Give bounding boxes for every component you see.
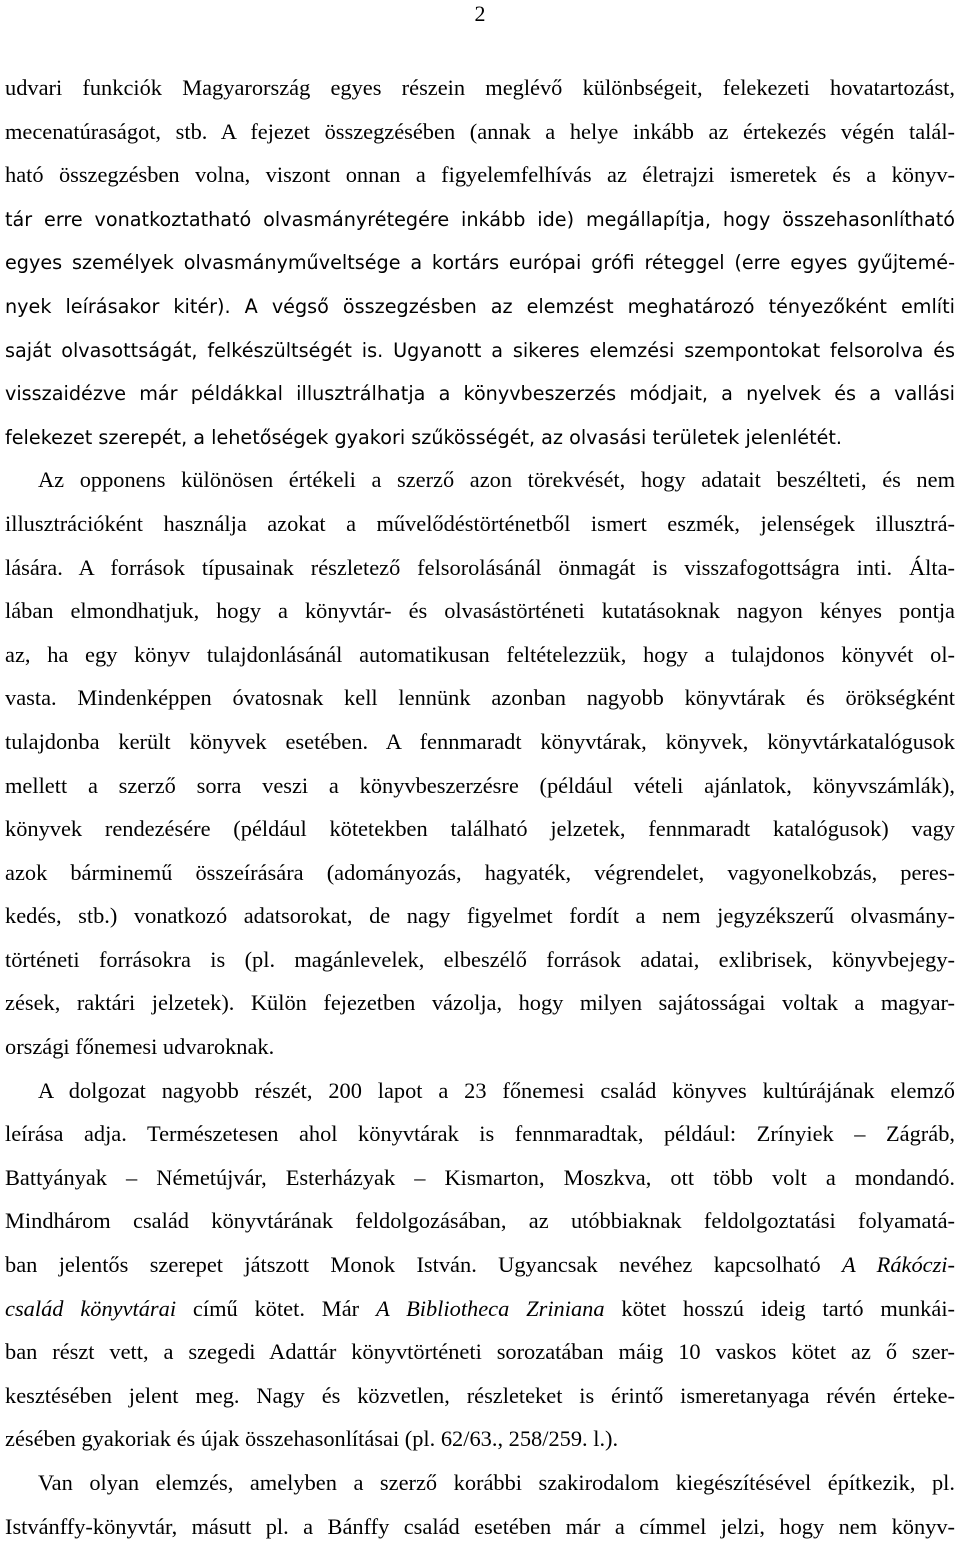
text-line: [5, 153, 955, 197]
text-segment: kedés, stb.) vonatkozó adatsorokat, de nagy figyelmet fordít a nem jegyzékszerű olvasmány-: [5, 903, 955, 929]
text-line: [5, 546, 955, 590]
text-segment: mellett a szerző sorra veszi a könyvbeszerzésre (például vételi ajánlatok, könyvszámlák),: [5, 772, 955, 798]
text-segment: azok bárminemű összeírására (adományozás, hagyaték, végrendelet, vagyonelkobzás, peres-: [5, 859, 955, 885]
text-line: [5, 1112, 955, 1156]
text-line: [5, 1287, 955, 1331]
italic-title: család könyvtárai: [5, 1295, 177, 1321]
text-segment: Battyányak – Németújvár, Esterházyak – Kismarton, Moszkva, ott több volt a mondandó.: [5, 1164, 955, 1190]
text-line: [5, 1505, 955, 1548]
italic-title: A Bibliotheca Zriniana: [375, 1295, 605, 1321]
text-segment: zések, raktári jelzetek). Külön fejezetben vázolja, hogy milyen sajátosságai voltak a magyar-: [5, 990, 955, 1016]
text-segment: vasta. Mindenképpen óvatosnak kell lennünk azonban nagyobb könyvtárak és örökségként: [5, 685, 955, 711]
text-segment: egyes személyek olvasmányműveltsége a kortárs európai grófi réteggel (erre egyes gyűjtemé-: [5, 251, 955, 275]
text-line: [5, 415, 955, 459]
text-line: [5, 110, 955, 154]
text-segment: tár erre vonatkoztatható olvasmányrétegére inkább ide) megállapítja, hogy összehasonlítható: [5, 207, 955, 231]
body-text: [5, 66, 955, 1548]
text-segment: udvari funkciók Magyarország egyes részein meglévő különbségeit, felekezeti hovatartozást,: [5, 75, 955, 100]
text-line: [5, 938, 955, 982]
text-segment: nyek leírásakor kitér). A végső összegzésben az elemzést meghatározó tényezőként említi: [5, 294, 955, 318]
text-segment: lására. A források típusainak részletező felsorolásánál önmagát is visszafogottságra inti. Álta-: [5, 554, 955, 580]
text-segment: ban részt vett, a szegedi Adattár könyvtörténeti sorozatában máig 10 vaskos kötet az ő szer-: [5, 1339, 955, 1365]
text-segment: illusztrációként használja azokat a művelődéstörténetből ismert eszmék, jelenségek illusztrá-: [5, 510, 955, 536]
text-line: [5, 1025, 955, 1069]
text-segment: lában elmondhatjuk, hogy a könyvtár- és olvasástörténeti kutatásoknak nagyon kényes pontja: [5, 598, 955, 624]
text-line: [5, 1199, 955, 1243]
text-line: [5, 1461, 955, 1505]
text-line: [5, 66, 955, 110]
text-segment: visszaidézve már példákkal illusztrálhatja a könyvbeszerzés módjait, a nyelvek és a vallási: [5, 382, 955, 406]
text-line: [5, 371, 955, 415]
text-line: [5, 807, 955, 851]
text-segment: leírása adja. Természetesen ahol könyvtárak is fennmaradtak, például: Zrínyiek – Zágráb,: [5, 1121, 955, 1147]
text-segment: ható összegzésben volna, viszont onnan a figyelemfelhívás az életrajzi ismeretek és a könyv-: [5, 162, 955, 188]
text-line: [5, 502, 955, 546]
text-segment: Az opponens különösen értékeli a szerző azon törekvését, hogy adatait beszélteti, és nem: [38, 467, 955, 493]
text-segment: Van olyan elemzés, amelyben a szerző korábbi szakirodalom kiegészítésével építkezik, pl.: [38, 1470, 955, 1495]
text-segment: Mindhárom család könyvtárának feldolgozásában, az utóbbiaknak feldolgoztatási folyamatá-: [5, 1208, 955, 1234]
text-segment: Ugyanott a sikeres elemzési szempontokat felsorolva és: [393, 338, 955, 362]
text-line: [5, 894, 955, 938]
text-line: [5, 1417, 955, 1461]
text-line: [5, 1069, 955, 1113]
text-segment: tulajdonba került könyvek esetében. A fennmaradt könyvtárak, könyvek, könyvtárkatalógusok: [5, 728, 955, 754]
text-line: [5, 764, 955, 808]
text-line: [5, 851, 955, 895]
text-line: [5, 1156, 955, 1200]
text-segment: felekezet szerepét, a lehetőségek gyakori szűkösségét, az olvasási területek jelenlétét.: [5, 425, 843, 449]
text-line: [5, 240, 955, 284]
page-number: 2: [474, 1, 486, 26]
text-segment: mecenatúraságot, stb. A fejezet összegzésében (annak a helye inkább az értekezés végén talál-: [5, 118, 955, 144]
text-segment: az, ha egy könyv tulajdonlásánál automatikusan feltételezzük, hogy a tulajdonos könyvét ol-: [5, 641, 955, 667]
text-line: [5, 1243, 955, 1287]
text-segment: történeti forrásokra is (pl. magánlevelek, elbeszélő források adatai, exlibrisek, könyvbejegy-: [5, 946, 955, 972]
text-line: [5, 981, 955, 1025]
text-segment: könyvek rendezésére (például kötetekben található jelzetek, fennmaradt katalógusok) vagy: [5, 816, 955, 842]
italic-title: A Rákóczi-: [842, 1252, 955, 1278]
text-line: [5, 676, 955, 720]
text-segment: ban jelentős szerepet játszott Monok István. Ugyancsak nevéhez kapcsolható: [5, 1252, 843, 1278]
text-line: [5, 589, 955, 633]
text-line: [5, 1374, 955, 1418]
text-line: [5, 633, 955, 677]
text-line: [5, 1330, 955, 1374]
text-segment: zésében gyakoriak és újak összehasonlításai (pl. 62/63., 258/259. l.).: [5, 1426, 619, 1452]
text-line: [5, 720, 955, 764]
text-segment: országi főnemesi udvaroknak.: [5, 1034, 275, 1060]
text-segment: A dolgozat nagyobb részét, 200 lapot a 23 főnemesi család könyves kultúrájának elemző: [38, 1077, 955, 1103]
text-line: [5, 197, 955, 241]
text-line: [5, 458, 955, 502]
text-segment: saját olvasottságát, felkészültségét is.: [5, 338, 394, 362]
text-segment: kesztésében jelent meg. Nagy és közvetlen, részleteket is érintő ismeretanyaga révén érteke-: [5, 1382, 955, 1408]
text-line: [5, 328, 955, 372]
text-segment: Istvánffy-könyvtár, másutt pl. a Bánffy család esetében már a címmel jelzi, hogy nem könyv-: [5, 1513, 955, 1539]
text-line: [5, 284, 955, 328]
text-segment: kötet hosszú ideig tartó munkái-: [604, 1295, 955, 1321]
text-segment: című kötet. Már: [176, 1295, 376, 1321]
